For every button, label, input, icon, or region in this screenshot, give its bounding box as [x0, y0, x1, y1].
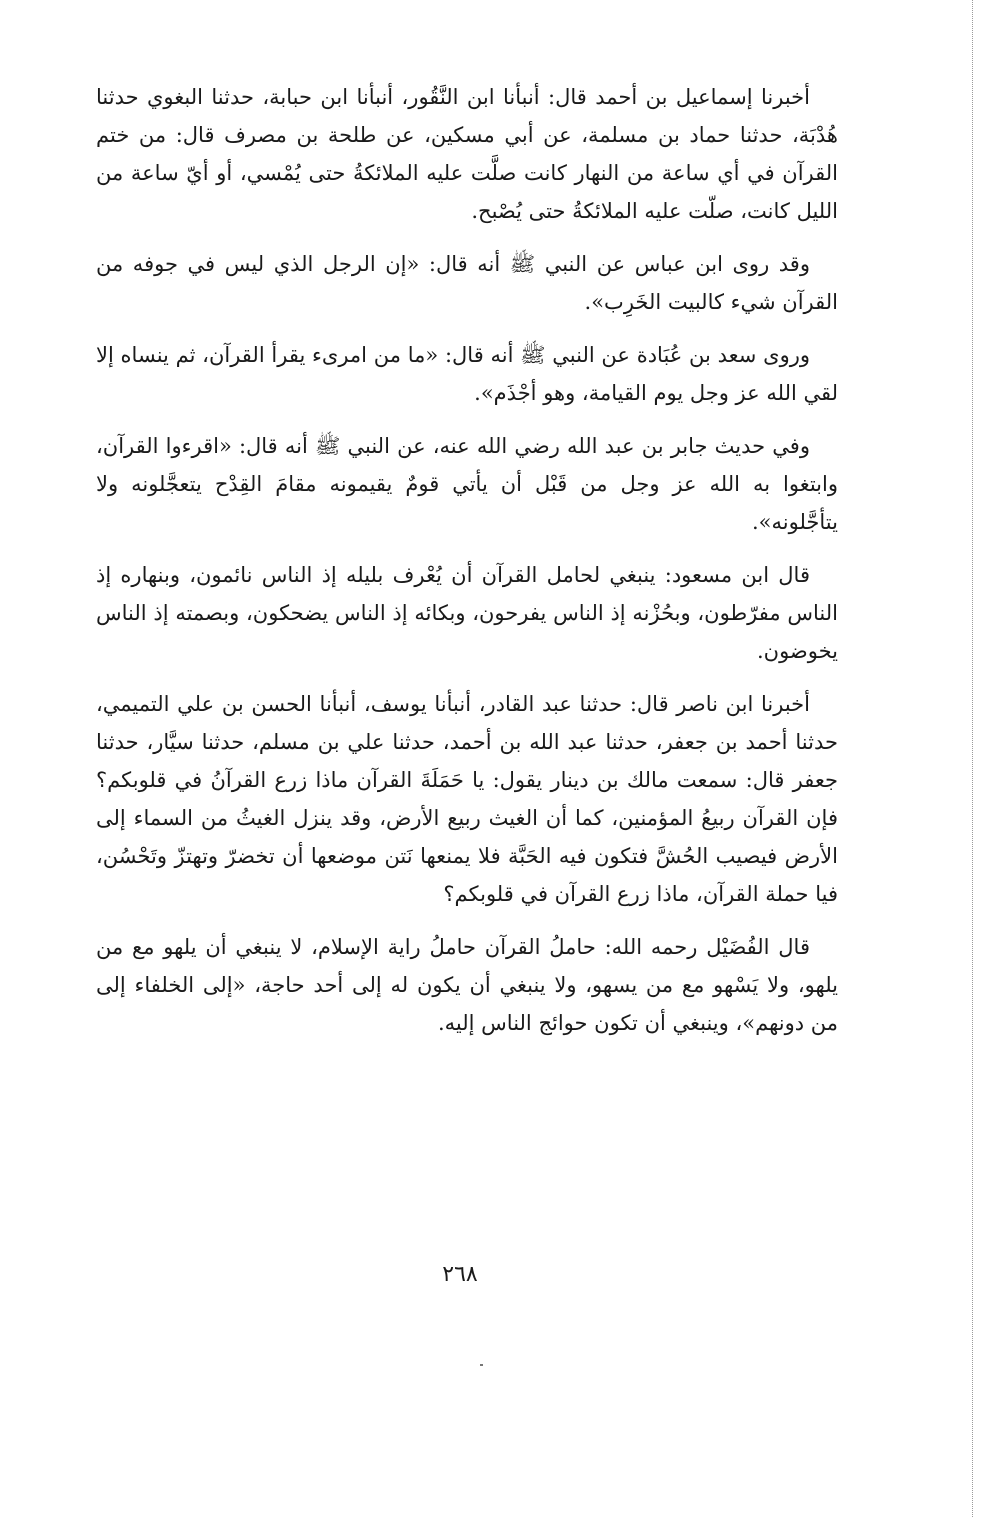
paragraph-6: أخبرنا ابن ناصر قال: حدثنا عبد القادر، أنبأنا يوسف، أنبأنا الحسن بن علي التميمي، حدثنا أحمد بن جعفر، حدثنا عبد الله بن أحمد، حدثنا علي بن مسلم، حدثنا سيَّار، حدثنا جعفر قال: سمعت مالك بن دينار يقول: يا حَمَلَةَ القرآن ماذا زرع القرآنُ في قلوبكم؟ فإن القرآن ربيعُ المؤمنين، كما أن الغيث ربيع الأرض، وقد ينزل الغيثُ من السماء إلى الأرض فيصيب الحُشَّ فتكون فيه الحَبَّة فلا يمنعها نَتن موضعها أن تخضرّ وتهتزّ وتَحْسُن، فيا حملة القرآن، ماذا زرع القرآن في قلوبكم؟: [96, 692, 838, 906]
paragraph-2: وقد روى ابن عباس عن النبي ﷺ أنه قال: «إن الرجل الذي ليس في جوفه من القرآن شيء كالبيت الخَرِب».: [96, 252, 838, 314]
paragraph-7: قال الفُضَيْل رحمه الله: حاملُ القرآن حاملُ راية الإسلام، لا ينبغي أن يلهو مع من يلهو، ولا يَسْهو مع من يسهو، ولا ينبغي أن يكون له إلى أحد حاجة، «إلى الخلفاء إلى من دونهم»، وينبغي أن تكون حوائج الناس إليه.: [96, 935, 838, 1035]
paragraph-5: قال ابن مسعود: ينبغي لحامل القرآن أن يُعْرف بليله إذ الناس نائمون، وبنهاره إذ الناس مفرّطون، وبحُزْنه إذ الناس يفرحون، وبكائه إذ الناس يضحكون، وبصمته إذ الناس يخوضون.: [96, 563, 838, 663]
paragraph-3: وروى سعد بن عُبَادة عن النبي ﷺ أنه قال: «ما من امرىء يقرأ القرآن، ثم ينساه إلا لقي الله عز وجل يوم القيامة، وهو أجْذَم».: [96, 343, 838, 405]
paragraph-4: وفي حديث جابر بن عبد الله رضي الله عنه، عن النبي ﷺ أنه قال: «اقرءوا القرآن، وابتغوا به الله عز وجل من قَبْل أن يأتي قومٌ يقيمونه مقامَ القِدْح يتعجَّلونه ولا يتأجَّلونه».: [96, 434, 838, 534]
page-body: [96, 78, 838, 1057]
scan-speck: [480, 1364, 483, 1366]
page-number: ٢٦٨: [442, 1262, 478, 1287]
page-edge-line: [972, 0, 973, 1517]
paragraph-1: أخبرنا إسماعيل بن أحمد قال: أنبأنا ابن النَّقُور، أنبأنا ابن حبابة، حدثنا البغوي حدثنا هُدْبَة، حدثنا حماد بن مسلمة، عن أبي مسكين، عن طلحة بن مصرف قال: من ختم القرآن في أي ساعة من النهار كانت صلَّت عليه الملائكةُ حتى يُمْسي، أو أيّ ساعة من الليل كانت، صلّت عليه الملائكةُ حتى يُصْبح.: [96, 85, 838, 223]
